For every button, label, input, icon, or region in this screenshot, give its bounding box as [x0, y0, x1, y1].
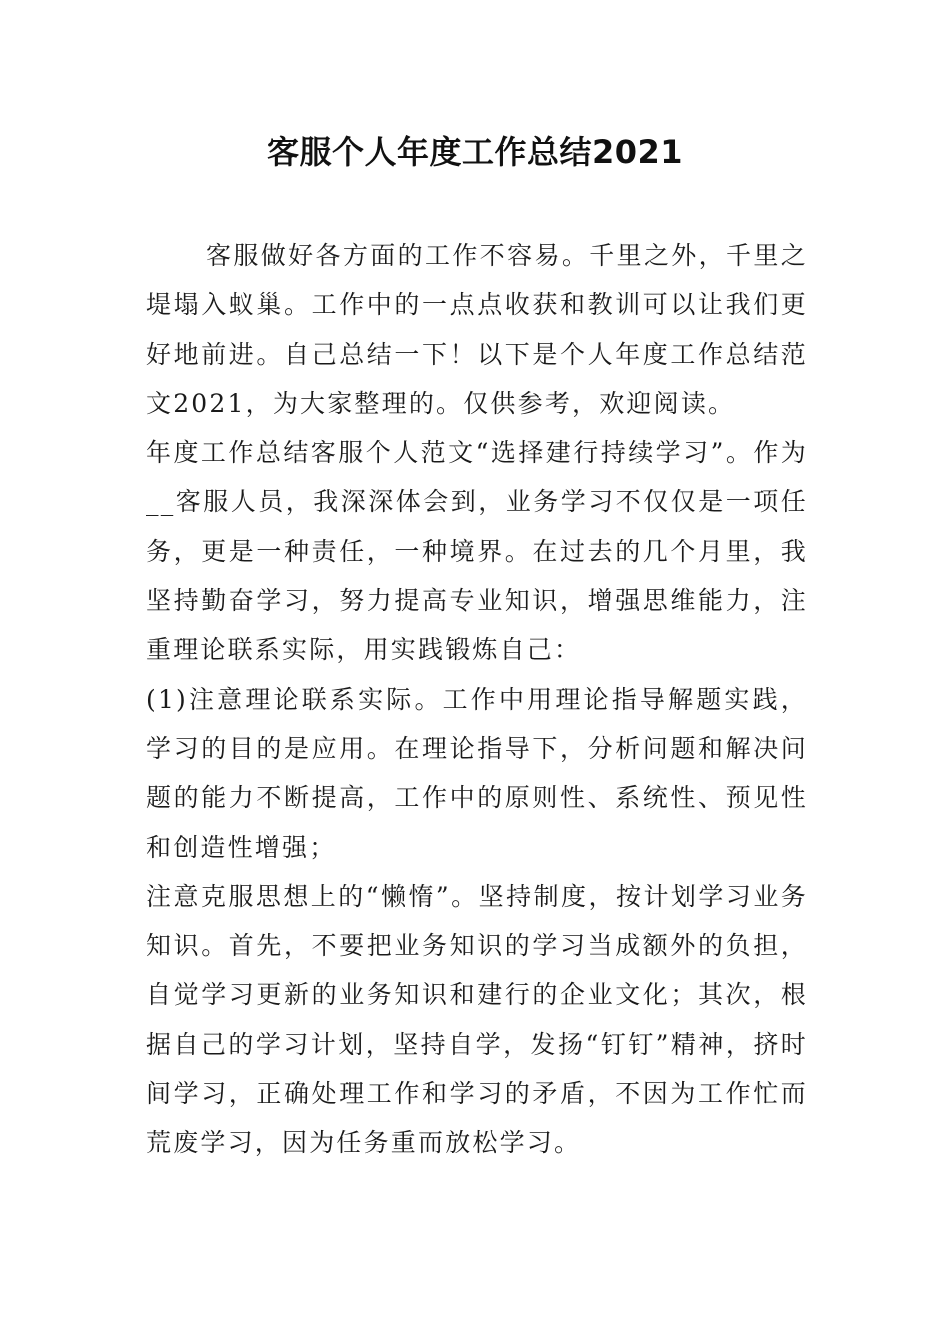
document-title: 客服个人年度工作总结2021: [266, 133, 684, 171]
learning-paragraph: 年度工作总结客服个人范文“选择建行持续学习”。作为__客服人员，我深深体会到，业务学习不仅仅是一项任务，更是一种责任，一种境界。在过去的几个月里，我坚持勤奋学习，努力提高专业知识，增强思维能力，注重理论联系实际，用实践锻炼自己：: [146, 438, 808, 665]
theory-practice-paragraph: (1)注意理论联系实际。工作中用理论指导解题实践，学习的目的是应用。在理论指导下，分析问题和解决问题的能力不断提高，工作中的原则性、系统性、预见性和创造性增强；: [146, 684, 808, 862]
overcome-laziness-paragraph: 注意克服思想上的“懒惰”。坚持制度，按计划学习业务知识。首先，不要把业务知识的学习当成额外的负担，自觉学习更新的业务知识和建行的企业文化；其次，根据自己的学习计划，坚持自学，发扬“钉钉”精神，挤时间学习，正确处理工作和学习的矛盾，不因为工作忙而荒废学习，因为任务重而放松学习。: [146, 881, 808, 1158]
document-body: [146, 231, 808, 1168]
intro-paragraph: 客服做好各方面的工作不容易。千里之外，千里之堤塌入蚁巢。工作中的一点点收获和教训可以让我们更好地前进。自己总结一下！以下是个人年度工作总结范文2021，为大家整理的。仅供参考，欢迎阅读。: [146, 241, 808, 418]
